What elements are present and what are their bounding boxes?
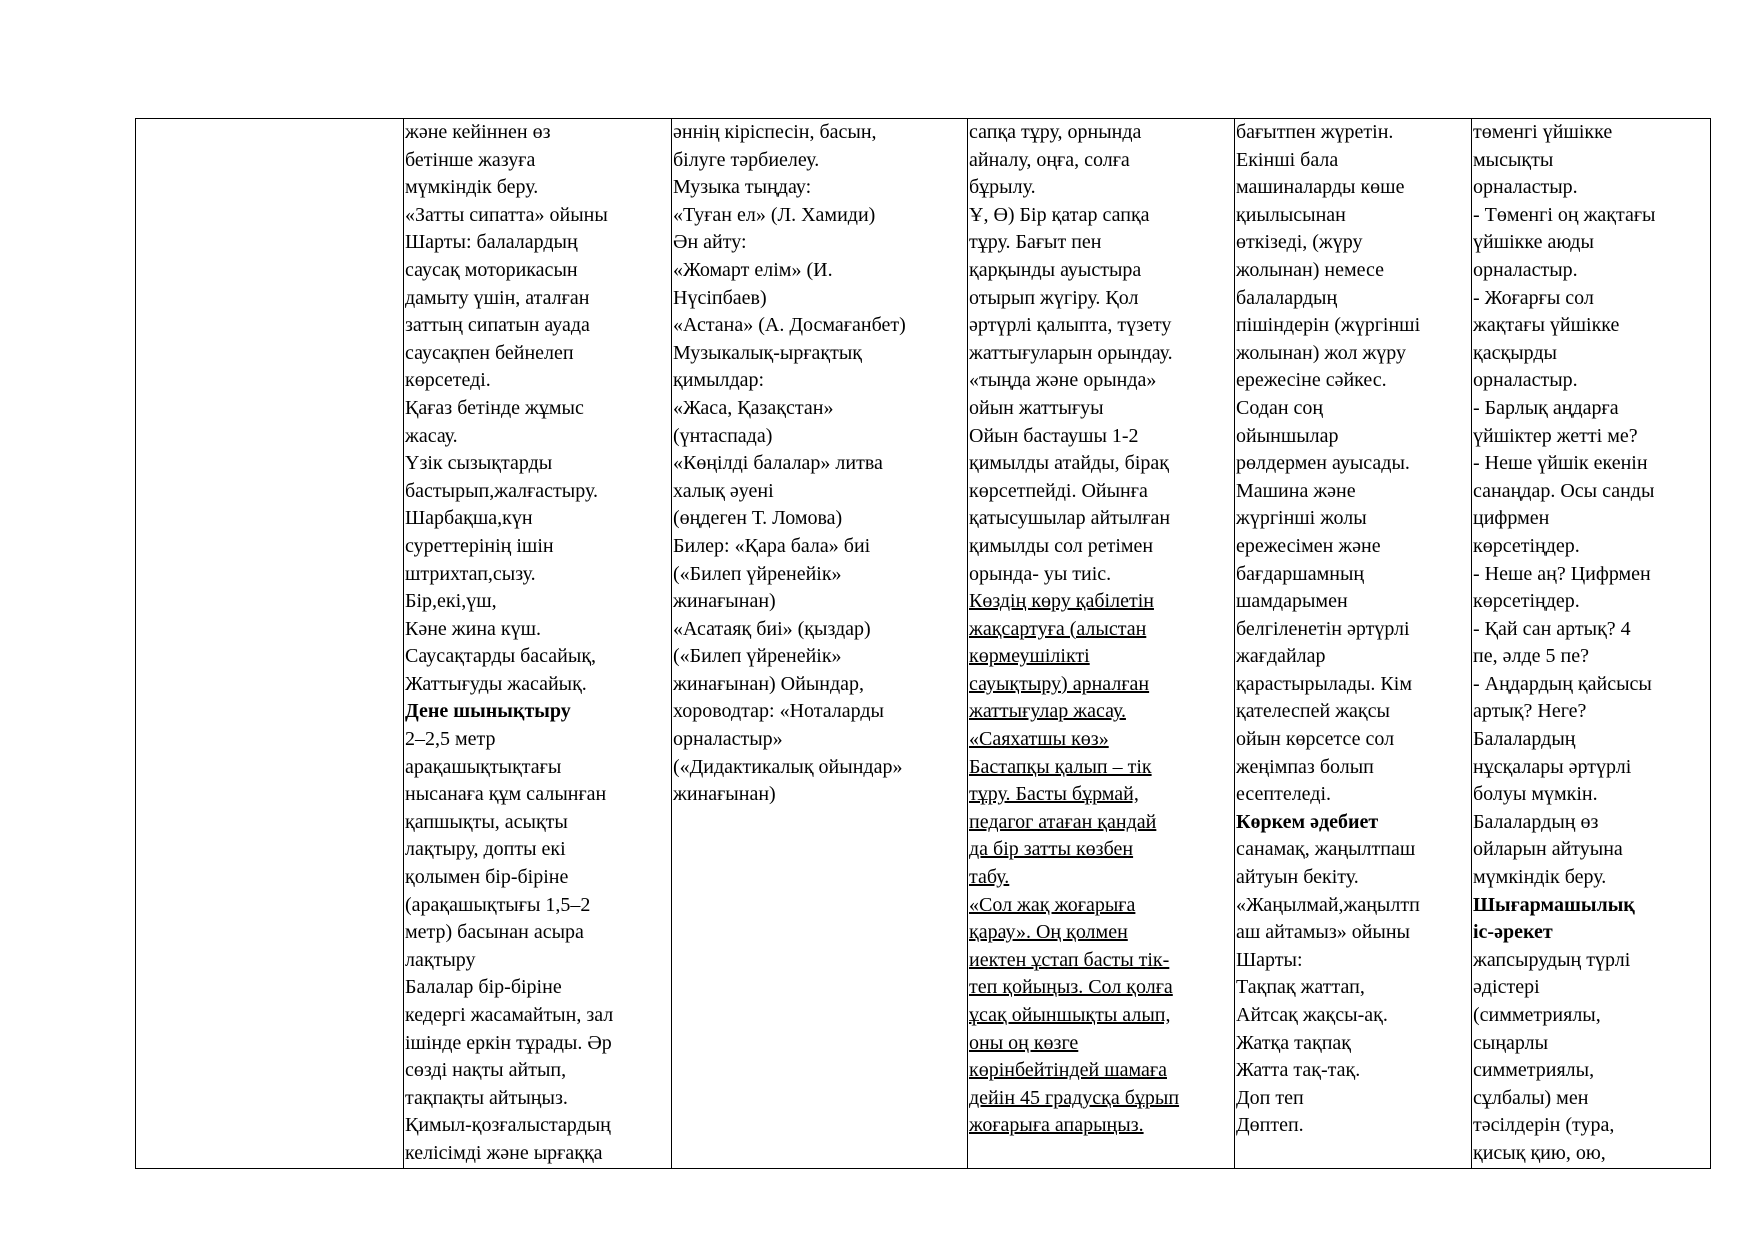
text-line: педагог атаған қандай: [969, 810, 1157, 833]
text-line: ережесімен және: [1236, 534, 1381, 557]
text-line: ойыншылар: [1236, 424, 1339, 447]
text-line: қимылды сол ретімен: [969, 534, 1154, 557]
text-line: нұсқалары әртүрлі: [1473, 755, 1632, 778]
table-row: [136, 119, 1711, 1169]
text-line: көрсетпейді. Ойынға: [969, 479, 1148, 502]
text-line: бетінше жазуға: [405, 148, 536, 171]
text-line: - Неше аң? Цифрмен: [1473, 562, 1651, 585]
text-line: ережесіне сәйкес.: [1236, 369, 1387, 392]
text-line: «Туған ел» (Л. Хамиди): [673, 203, 876, 226]
text-line: - Аңдардың қайсысы: [1473, 672, 1652, 695]
text-line: Айтсақ жақсы-ақ.: [1236, 1004, 1388, 1026]
text-line: да бір затты көзбен: [969, 838, 1134, 861]
text-line: қатысушылар айтылған: [969, 507, 1171, 530]
text-line: Шығармашылық: [1473, 893, 1635, 916]
text-line: «Жаса, Қазақстан»: [673, 396, 834, 419]
text-line: Ұ, Ө) Бір қатар сапқа: [969, 203, 1150, 226]
text-line: орналастыр»: [673, 728, 783, 751]
text-line: «Жаңылмай,жаңылтп: [1236, 893, 1420, 916]
text-line: қарау». Оң қолмен: [969, 921, 1128, 944]
text-line: қиылысынан: [1236, 203, 1346, 226]
text-line: белгіленетін әртүрлі: [1236, 617, 1410, 640]
text-line: лақтыру, допты екі: [405, 838, 566, 861]
text-line: санаңдар. Осы санды: [1473, 479, 1655, 502]
text-line: тұру. Бағыт пен: [969, 231, 1102, 254]
text-line: рөлдермен ауысады.: [1236, 452, 1410, 475]
text-line: Машина және: [1236, 479, 1356, 502]
text-line: жасау.: [405, 424, 458, 447]
text-line: болуы мүмкін.: [1473, 783, 1598, 806]
text-line: дамыту үшін, аталған: [405, 286, 590, 309]
text-line: «тыңда және орында»: [969, 369, 1157, 392]
text-line: бастырып,жалғастыру.: [405, 479, 598, 502]
text-line: Нүсіпбаев): [673, 286, 767, 309]
text-line: Жаттығуды жасайық.: [405, 672, 587, 695]
text-line: Шарты: балалардың: [405, 231, 578, 254]
text-line: Музыка тыңдау:: [673, 176, 812, 199]
text-line: иектен ұстап басты тік-: [969, 948, 1170, 971]
table-cell-col-3: [672, 119, 968, 1169]
text-line: сөзді нақты айтып,: [405, 1059, 567, 1082]
text-line: көрмеушілікті: [969, 645, 1090, 668]
text-line: тақпақты айтыңыз.: [405, 1086, 568, 1109]
text-line: ойын жаттығуы: [969, 396, 1104, 419]
text-line: қателеспей жақсы: [1236, 700, 1390, 723]
text-line: есептеледі.: [1236, 783, 1332, 806]
text-line: Содан соң: [1236, 396, 1324, 419]
text-line: білуге тәрбиелеу.: [673, 148, 820, 171]
text-line: ұсақ ойыншықты алып,: [969, 1004, 1171, 1026]
text-line: сұлбалы) мен: [1473, 1086, 1589, 1109]
text-line: Үзік сызықтарды: [405, 452, 553, 475]
text-line: қапшықты, асықты: [405, 810, 568, 833]
text-line: - Жоғарғы сол: [1473, 286, 1594, 309]
text-line: Бастапқы қалып – тік: [969, 755, 1152, 778]
text-line: әдістері: [1473, 976, 1540, 999]
text-line: (арақашықтығы 1,5–2: [405, 893, 591, 916]
text-line: саусақпен бейнелеп: [405, 341, 574, 364]
text-line: Балалардың өз: [1473, 810, 1599, 833]
text-line: өткізеді, (жүру: [1236, 231, 1363, 254]
text-line: әртүрлі қалыпта, түзету: [969, 314, 1172, 337]
text-line: орында- уы тиіс.: [969, 562, 1112, 585]
text-line: хороводтар: «Ноталарды: [673, 700, 884, 723]
text-line: машиналарды көше: [1236, 176, 1405, 199]
text-line: Бір,екі,үш,: [405, 590, 497, 613]
text-line: метр) басынан асыра: [405, 921, 584, 944]
text-line: айналу, оңға, солға: [969, 148, 1130, 171]
text-line: жүргінші жолы: [1236, 507, 1367, 530]
text-line: мүмкіндік беру.: [405, 176, 539, 199]
text-line: көрсетіңдер.: [1473, 590, 1580, 613]
text-line: көрінбейтіндей шамаға: [969, 1059, 1167, 1082]
text-line: аш айтамыз» ойыны: [1236, 921, 1410, 944]
text-line: жинағынан) Ойындар,: [673, 672, 865, 695]
text-line: жеңімпаз болып: [1236, 755, 1374, 778]
text-line: және кейіннен өз: [405, 121, 551, 143]
text-line: Балалар бір-біріне: [405, 976, 562, 999]
text-line: дейін 45 градусқа бұрып: [969, 1086, 1180, 1109]
text-line: саусақ моторикасын: [405, 258, 578, 281]
text-line: симметриялы,: [1473, 1059, 1595, 1082]
text-line: Билер: «Қара бала» биі: [673, 534, 871, 557]
text-line: жолынан) жол жүру: [1236, 341, 1407, 364]
text-line: сауықтыру) арналған: [969, 672, 1150, 695]
text-line: табу.: [969, 866, 1010, 889]
text-line: «Көңілді балалар» литва: [673, 452, 883, 475]
text-line: көрсетіңдер.: [1473, 534, 1580, 557]
text-line: халық әуені: [673, 479, 774, 502]
text-line: Жатқа тақпақ: [1236, 1031, 1351, 1054]
text-line: пішіндерін (жүргінші: [1236, 314, 1421, 337]
text-line: қимылдар:: [673, 369, 765, 392]
text-line: Қимыл-қозғалыстардың: [405, 1114, 611, 1137]
text-line: Доп теп: [1236, 1086, 1304, 1109]
text-line: жинағынан): [673, 590, 776, 613]
text-line: қарқынды ауыстыра: [969, 258, 1142, 281]
text-line: (үнтаспада): [673, 424, 773, 447]
text-line: Екінші бала: [1236, 148, 1339, 171]
table-cell-col-5: [1235, 119, 1472, 1169]
text-line: оны оң көзге: [969, 1031, 1079, 1054]
text-line: орналастыр.: [1473, 258, 1578, 281]
text-line: сапқа тұру, орнында: [969, 121, 1142, 143]
text-line: («Дидактикалық ойындар»: [673, 755, 903, 778]
text-line: келісімді және ырғаққа: [405, 1141, 603, 1164]
text-line: «Жомарт елім» (И.: [673, 258, 833, 281]
text-line: («Билеп үйренейік»: [673, 562, 842, 585]
text-line: балалардың: [1236, 286, 1338, 309]
text-line: - Төменгі оң жақтағы: [1473, 203, 1656, 226]
text-line: (өңдеген Т. Ломова): [673, 507, 843, 530]
text-line: ойларын айтуына: [1473, 838, 1623, 861]
text-line: жақтағы үйшікке: [1473, 314, 1620, 337]
text-line: мысықты: [1473, 148, 1554, 171]
text-line: Жатта тақ-тақ.: [1236, 1059, 1361, 1082]
text-line: көрсетеді.: [405, 369, 491, 392]
text-line: қолымен бір-біріне: [405, 866, 569, 889]
text-line: айтуын бекіту.: [1236, 866, 1359, 889]
text-line: Музыкалық-ырғақтық: [673, 341, 863, 364]
text-line: заттың сипатын ауада: [405, 314, 590, 337]
text-line: орналастыр.: [1473, 176, 1578, 199]
text-line: цифрмен: [1473, 507, 1550, 530]
text-line: «Затты сипатта» ойыны: [405, 203, 608, 226]
table-cell-col-1: [136, 119, 404, 1169]
text-line: жоғарыға апарыңыз.: [969, 1114, 1144, 1137]
text-line: («Билеп үйренейік»: [673, 645, 842, 668]
text-line: лақтыру: [405, 948, 476, 971]
text-line: қасқырды: [1473, 341, 1557, 364]
text-line: - Барлық аңдарға: [1473, 396, 1619, 419]
text-line: Ойын бастаушы 1-2: [969, 424, 1139, 447]
text-line: (симметриялы,: [1473, 1004, 1601, 1026]
text-line: жинағынан): [673, 783, 776, 806]
text-line: Шарбақша,күн: [405, 507, 533, 530]
text-line: орналастыр.: [1473, 369, 1578, 392]
text-line: тәсілдерін (тура,: [1473, 1114, 1615, 1137]
text-line: Саусақтарды басайық,: [405, 645, 597, 668]
text-line: Көздің көру қабілетін: [969, 590, 1154, 613]
text-line: сыңарлы: [1473, 1031, 1549, 1054]
text-line: қимылды атайды, бірақ: [969, 452, 1169, 475]
text-line: Тақпақ жаттап,: [1236, 976, 1365, 999]
text-line: арақашықтықтағы: [405, 755, 562, 778]
text-line: ойын көрсетсе сол: [1236, 728, 1395, 751]
text-line: суреттерінің ішін: [405, 534, 554, 557]
text-line: бағдаршамның: [1236, 562, 1365, 585]
text-line: Дөптеп.: [1236, 1114, 1304, 1137]
text-line: нысанаға құм салынған: [405, 783, 607, 806]
text-line: Шарты:: [1236, 948, 1303, 971]
text-line: отырып жүгіру. Қол: [969, 286, 1139, 309]
text-line: бағытпен жүретін.: [1236, 121, 1394, 143]
text-line: кедергі жасамайтын, зал: [405, 1004, 614, 1026]
text-line: ішінде еркін тұрады. Әр: [405, 1031, 612, 1054]
text-line: «Астана» (А. Досмағанбет): [673, 314, 906, 337]
text-line: Көркем әдебиет: [1236, 810, 1379, 833]
text-line: Балалардың: [1473, 728, 1576, 751]
text-line: - Неше үйшік екенін: [1473, 452, 1648, 475]
text-line: жағдайлар: [1236, 645, 1326, 668]
text-line: жаттығуларын орындау.: [969, 341, 1173, 364]
text-line: Ән айту:: [673, 231, 747, 254]
text-line: бұрылу.: [969, 176, 1036, 199]
text-line: Қағаз бетінде жұмыс: [405, 396, 584, 419]
text-line: «Асатаяқ биі» (қыздар): [673, 617, 871, 640]
text-line: «Саяхатшы көз»: [969, 728, 1109, 751]
text-line: тұру. Басты бұрмай,: [969, 783, 1139, 806]
table-cell-col-2: [404, 119, 672, 1169]
text-line: жақсартуға (алыстан: [969, 617, 1147, 640]
text-line: жаттығулар жасау.: [969, 700, 1126, 723]
text-line: төменгі үйшікке: [1473, 121, 1613, 143]
plan-table: [135, 118, 1711, 1169]
text-line: Дене шынықтыру: [405, 700, 571, 723]
text-line: теп қойыңыз. Сол қолға: [969, 976, 1173, 999]
text-line: - Қай сан артық? 4: [1473, 617, 1631, 640]
text-line: жолынан) немесе: [1236, 258, 1385, 281]
text-line: әннің кіріспесін, басын,: [673, 121, 877, 143]
text-line: қарастырылады. Кім: [1236, 672, 1412, 695]
text-line: үйшіктер жетті ме?: [1473, 424, 1638, 447]
text-line: штрихтап,сызу.: [405, 562, 536, 585]
text-line: «Сол жақ жоғарыға: [969, 893, 1136, 916]
text-line: шамдарымен: [1236, 590, 1348, 613]
table-cell-col-4: [968, 119, 1235, 1169]
text-line: артық? Неге?: [1473, 700, 1587, 723]
text-line: қисық қию, ою,: [1473, 1141, 1606, 1164]
text-line: жапсырудың түрлі: [1473, 948, 1631, 971]
table-cell-col-6: [1472, 119, 1711, 1169]
text-line: үйшікке аюды: [1473, 231, 1594, 254]
text-line: пе, әлде 5 пе?: [1473, 645, 1589, 668]
text-line: мүмкіндік беру.: [1473, 866, 1607, 889]
text-line: Кәне жина күш.: [405, 617, 542, 640]
text-line: санамақ, жаңылтпаш: [1236, 838, 1416, 861]
text-line: 2–2,5 метр: [405, 728, 496, 751]
text-line: іс-әрекет: [1473, 921, 1553, 944]
